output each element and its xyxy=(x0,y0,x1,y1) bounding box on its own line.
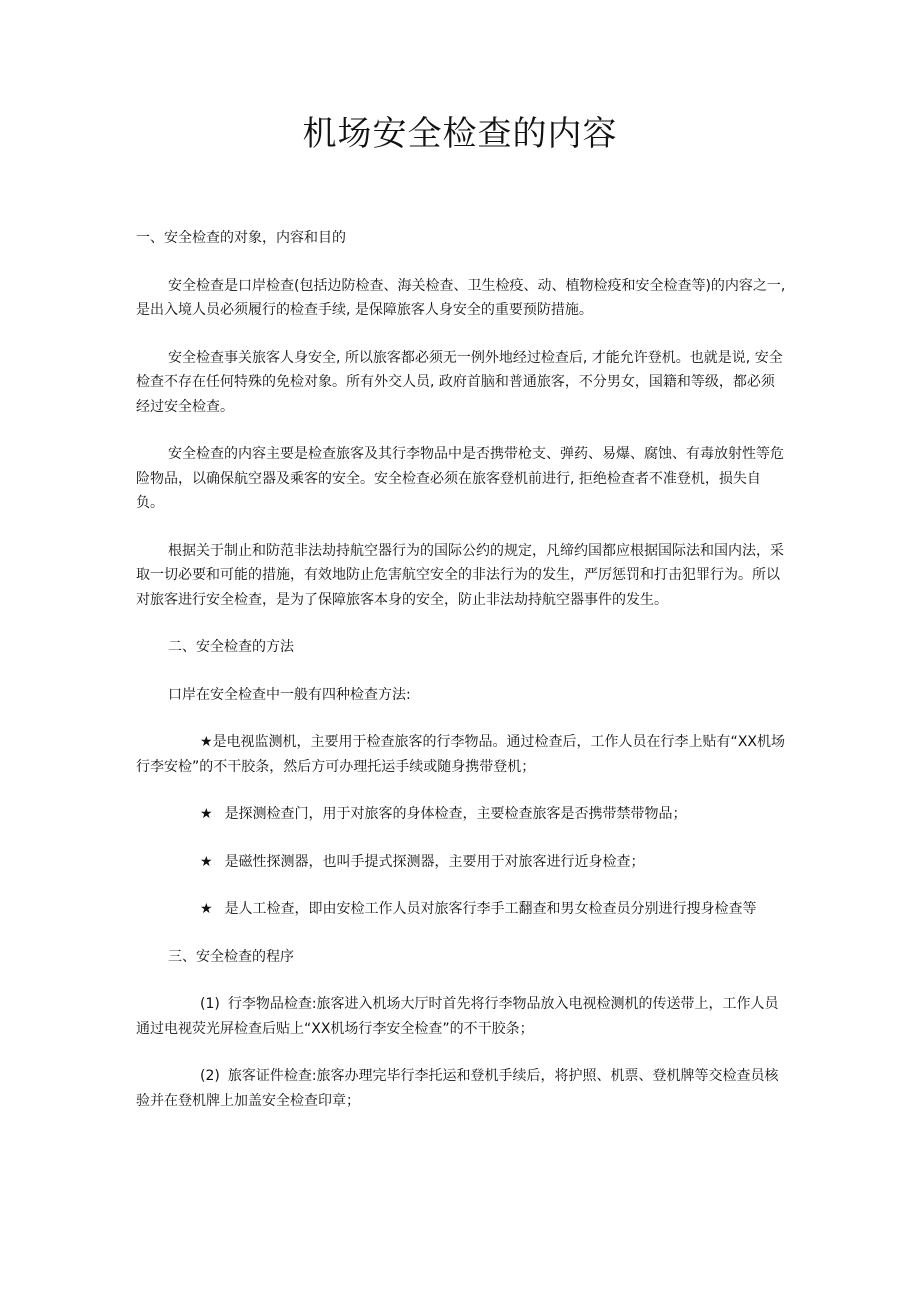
method-item xyxy=(136,802,786,827)
document-body xyxy=(136,226,786,1136)
star-icon: ★ xyxy=(200,901,213,917)
star-icon: ★ xyxy=(200,806,213,822)
step-text: 行李物品检查:旅客进入机场大厅时首先将行李物品放入电视检测机的传送带上，工作人员通过电视荧光屏检查后贴上“XX机场行李安全检查”的不干胶条； xyxy=(136,996,779,1037)
section-1-heading: 一、安全检查的对象，内容和目的 xyxy=(136,230,346,246)
method-text: 是探测检查门，用于对旅客的身体检查，主要检查旅客是否携带禁带物品； xyxy=(224,806,687,822)
star-icon: ★ xyxy=(200,734,213,750)
paragraph: 安全检查是口岸检查(包括边防检查、海关检查、卫生检疫、动、植物检疫和安全检查等)的内容之一, 是出入境人员必须履行的检查手续, 是保障旅客人身安全的重要预防措施。 xyxy=(136,277,786,318)
section-2-intro: 口岸在安全检查中一般有四种检查方法: xyxy=(168,686,411,703)
star-icon: ★ xyxy=(200,853,213,870)
step-number: (2) xyxy=(200,1068,220,1084)
paragraph: 安全检查的内容主要是检查旅客及其行李物品中是否携带枪支、弹药、易爆、腐蚀、有毒放射性等危险物品，以确保航空器及乘客的安全。安全检查必须在旅客登机前进行, 拒绝检查者不准登机，损失自负。 xyxy=(136,446,784,511)
paragraph: 安全检查事关旅客人身安全, 所以旅客都必须无一例外地经过检查后, 才能允许登机。也就是说, 安全检查不存在任何特殊的免检对象。所有外交人员, 政府首脑和普通旅客，不分男女，国籍和等级，都必须经过安全检查。 xyxy=(136,349,783,415)
method-text: 是人工检查，即由安检工作人员对旅客行李手工翻查和男女检查员分别进行搜身检查等 xyxy=(224,901,757,917)
section-2-heading: 二、安全检查的方法 xyxy=(168,639,294,655)
section-3-heading: 三、安全检查的程序 xyxy=(168,948,294,965)
procedure-step xyxy=(136,992,786,1041)
document-title: 机场安全检查的内容 xyxy=(302,114,618,154)
step-text: 旅客证件检查:旅客办理完毕行李托运和登机手续后，将护照、机票、登机牌等交检查员核验并在登机牌上加盖安全检查印章； xyxy=(136,1068,779,1109)
method-text: 是电视监测机，主要用于检查旅客的行李物品。通过检查后，工作人员在行李上贴有“XX机场行李安检”的不干胶条，然后方可办理托运手续或随身携带登机； xyxy=(136,734,785,775)
method-text: 是磁性探测器，也叫手提式探测器，主要用于对旅客进行近身检查； xyxy=(224,853,645,870)
method-item xyxy=(136,897,786,922)
method-item xyxy=(136,730,786,779)
method-item xyxy=(136,850,786,875)
procedure-step xyxy=(136,1064,786,1113)
paragraph: 根据关于制止和防范非法劫持航空器行为的国际公约的规定，凡缔约国都应根据国际法和国内法，采取一切必要和可能的措施，有效地防止危害航空安全的非法行为的发生，严厉惩罚和打击犯罪行为。所以对旅客进行安全检查，是为了保障旅客本身的安全，防止非法劫持航空器事件的发生。 xyxy=(136,542,784,608)
step-number: (1) xyxy=(200,996,220,1012)
